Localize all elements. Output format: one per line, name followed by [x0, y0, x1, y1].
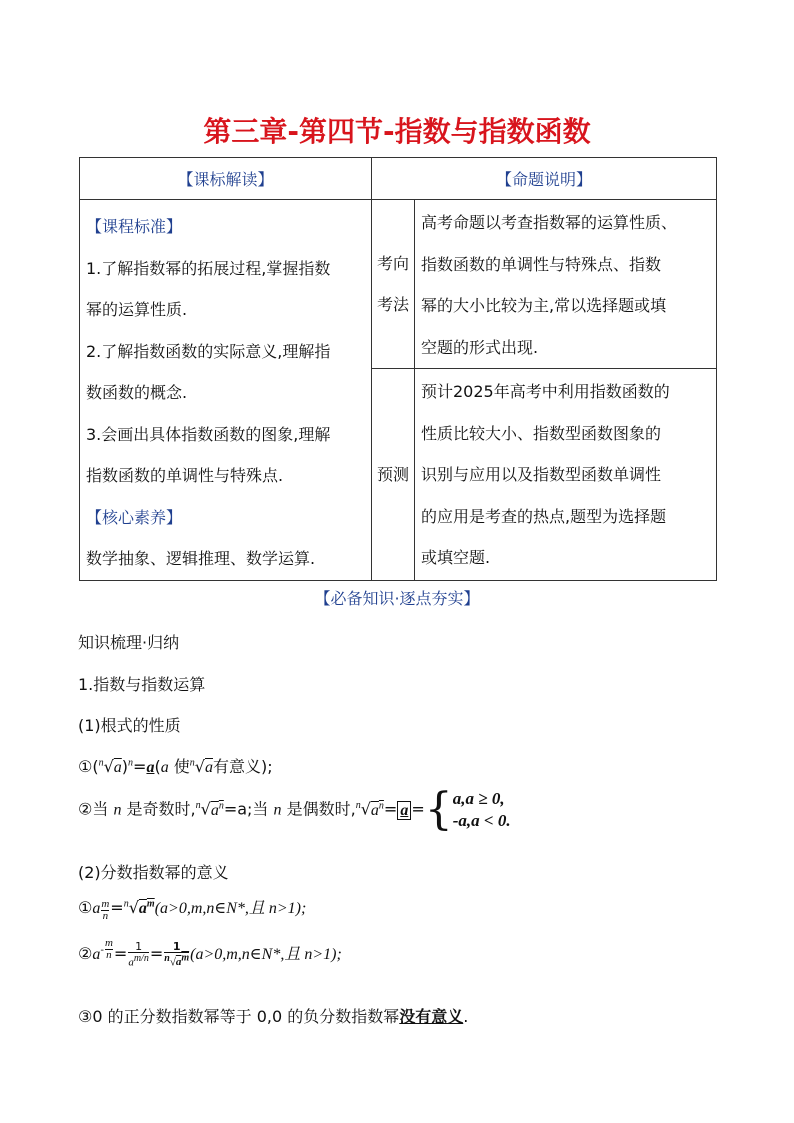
- radicand: $a^n$: [210, 800, 224, 819]
- answer-blank: 没有意义: [399, 1007, 464, 1026]
- formula-radical-2: [78, 784, 511, 835]
- curriculum-line: 1.了解指数幂的拓展过程,掌握指数: [86, 258, 331, 278]
- formula-text: 有意义);: [213, 757, 273, 776]
- curriculum-line: 2.了解指数函数的实际意义,理解指: [86, 341, 331, 361]
- formula-radical-1: $①(^n√a)^n=a(a$ 使$^n$√a有意义);: [78, 757, 273, 776]
- exponent-fraction: $\frac{m}{n}$: [101, 897, 110, 922]
- prediction-line: 或填空题.: [421, 548, 491, 567]
- formula-text: ②: [78, 943, 93, 963]
- power: n: [128, 757, 134, 769]
- prediction-text: [415, 369, 717, 581]
- knowledge-title: 知识梳理·归纳: [78, 633, 180, 652]
- prediction-line: 的应用是考查的热点,题型为选择题: [421, 506, 667, 526]
- exam-direction-line: 幂的大小比较为主,常以选择题或填: [421, 296, 667, 315]
- subheading-fraction-exponent: (2)分数指数幂的意义: [78, 863, 229, 882]
- formula-text: 是奇数时,: [121, 799, 196, 819]
- curriculum-cell: [80, 200, 372, 581]
- variable: n: [113, 801, 122, 819]
- exam-direction-line: 高考命题以考查指数幂的运算性质、: [421, 213, 678, 232]
- section-heading: 【必备知识·逐点夯实】: [314, 589, 480, 608]
- formula-text: 是偶数时,: [281, 799, 356, 819]
- radical-sign: √: [360, 799, 371, 819]
- radicand: a: [205, 759, 213, 776]
- formula-text: .: [463, 1007, 469, 1026]
- formula-text: =: [110, 898, 124, 917]
- exam-direction-line: 指数函数的单调性与特殊点、指数: [421, 254, 662, 274]
- header-curriculum: 【课标解读】: [80, 158, 372, 200]
- formula-text: =: [411, 799, 425, 819]
- formula-text: =a;当: [223, 799, 274, 819]
- page-title: 第三章-第四节-指数与指数函数: [203, 115, 591, 148]
- radical-sign: √: [200, 799, 211, 819]
- curriculum-line: 指数函数的单调性与特殊点.: [86, 466, 284, 485]
- radicand: $a^n$: [370, 800, 384, 819]
- root-index: n: [195, 800, 201, 812]
- formula-text: ①(: [78, 757, 99, 776]
- left-brace: {: [424, 784, 453, 835]
- case-2: -a,a < 0.: [452, 811, 511, 830]
- exam-direction-text: [415, 200, 717, 369]
- formula-text: 使: [168, 757, 190, 776]
- reciprocal-fraction: $\frac{1}{a^{m/n}}$: [128, 939, 149, 969]
- formula-text: ): [121, 757, 129, 776]
- radical-sign: √: [103, 757, 114, 776]
- item-heading-1: 1.指数与指数运算: [78, 675, 206, 694]
- negative-exponent: - m n: [100, 937, 113, 961]
- formula-fraction-2: [78, 938, 342, 968]
- core-literacy-label: 【核心素养】: [86, 507, 183, 527]
- root-index: n: [123, 898, 129, 910]
- root-index: n: [98, 757, 104, 769]
- radical-fraction: $\frac{1}{^n√a^m}$: [164, 939, 190, 969]
- radicand: $a^m$: [138, 898, 155, 917]
- formula-text: (: [154, 757, 161, 776]
- course-standard-table: [79, 157, 717, 581]
- base: a: [92, 900, 101, 917]
- prediction-line: 性质比较大小、指数型函数图象的: [421, 423, 662, 443]
- variable: n: [273, 801, 282, 819]
- condition: (a>0,m,n∈N*,且 n>1);: [154, 900, 307, 917]
- absolute-value-answer: a: [397, 801, 411, 820]
- curriculum-line: 数函数的概念.: [86, 383, 188, 402]
- exam-direction-line: 空题的形式出现.: [421, 337, 539, 357]
- prediction-line: 预计2025年高考中利用指数函数的: [421, 382, 670, 401]
- prediction-line: 识别与应用以及指数型函数单调性: [421, 465, 662, 484]
- prediction-cell: [372, 369, 415, 581]
- root-index: n: [355, 800, 361, 812]
- radicand: a: [113, 759, 122, 776]
- curriculum-line: 幂的运算性质.: [86, 300, 188, 319]
- formula-fraction-1: [78, 895, 306, 922]
- exam-direction-label-1: 考向: [376, 254, 409, 273]
- formula-text: ③0 的正分数指数幂等于 0,0 的负分数指数幂: [78, 1007, 400, 1026]
- formula-text: =: [149, 943, 164, 963]
- formula-text: ①: [78, 898, 93, 917]
- core-literacy-line: 数学抽象、逻辑推理、数学运算.: [86, 549, 316, 568]
- radical-sign: √: [194, 757, 205, 776]
- subheading-radical: (1)根式的性质: [78, 716, 181, 735]
- formula-text: =: [113, 943, 128, 963]
- header-proposition: 【命题说明】: [372, 158, 717, 200]
- piecewise-cases: [453, 788, 511, 832]
- curriculum-standard-label: 【课程标准】: [86, 217, 183, 236]
- answer-blank: a: [146, 759, 155, 776]
- formula-text: =: [383, 799, 398, 819]
- curriculum-line: 3.会画出具体指数函数的图象,理解: [86, 424, 331, 444]
- radical-sign: √: [128, 898, 139, 917]
- variable: a: [160, 759, 169, 776]
- exam-direction-label-2: 考法: [376, 295, 409, 314]
- root-index: n: [189, 757, 195, 769]
- formula-fraction-3: [78, 1004, 468, 1027]
- exam-direction-cell: [372, 200, 415, 369]
- formula-text: ②当: [78, 799, 114, 819]
- condition: (a>0,m,n∈N*,且 n>1);: [190, 945, 342, 963]
- case-1: a,a ≥ 0,: [452, 789, 505, 808]
- base: a: [92, 945, 101, 963]
- prediction-label: 预测: [376, 464, 409, 484]
